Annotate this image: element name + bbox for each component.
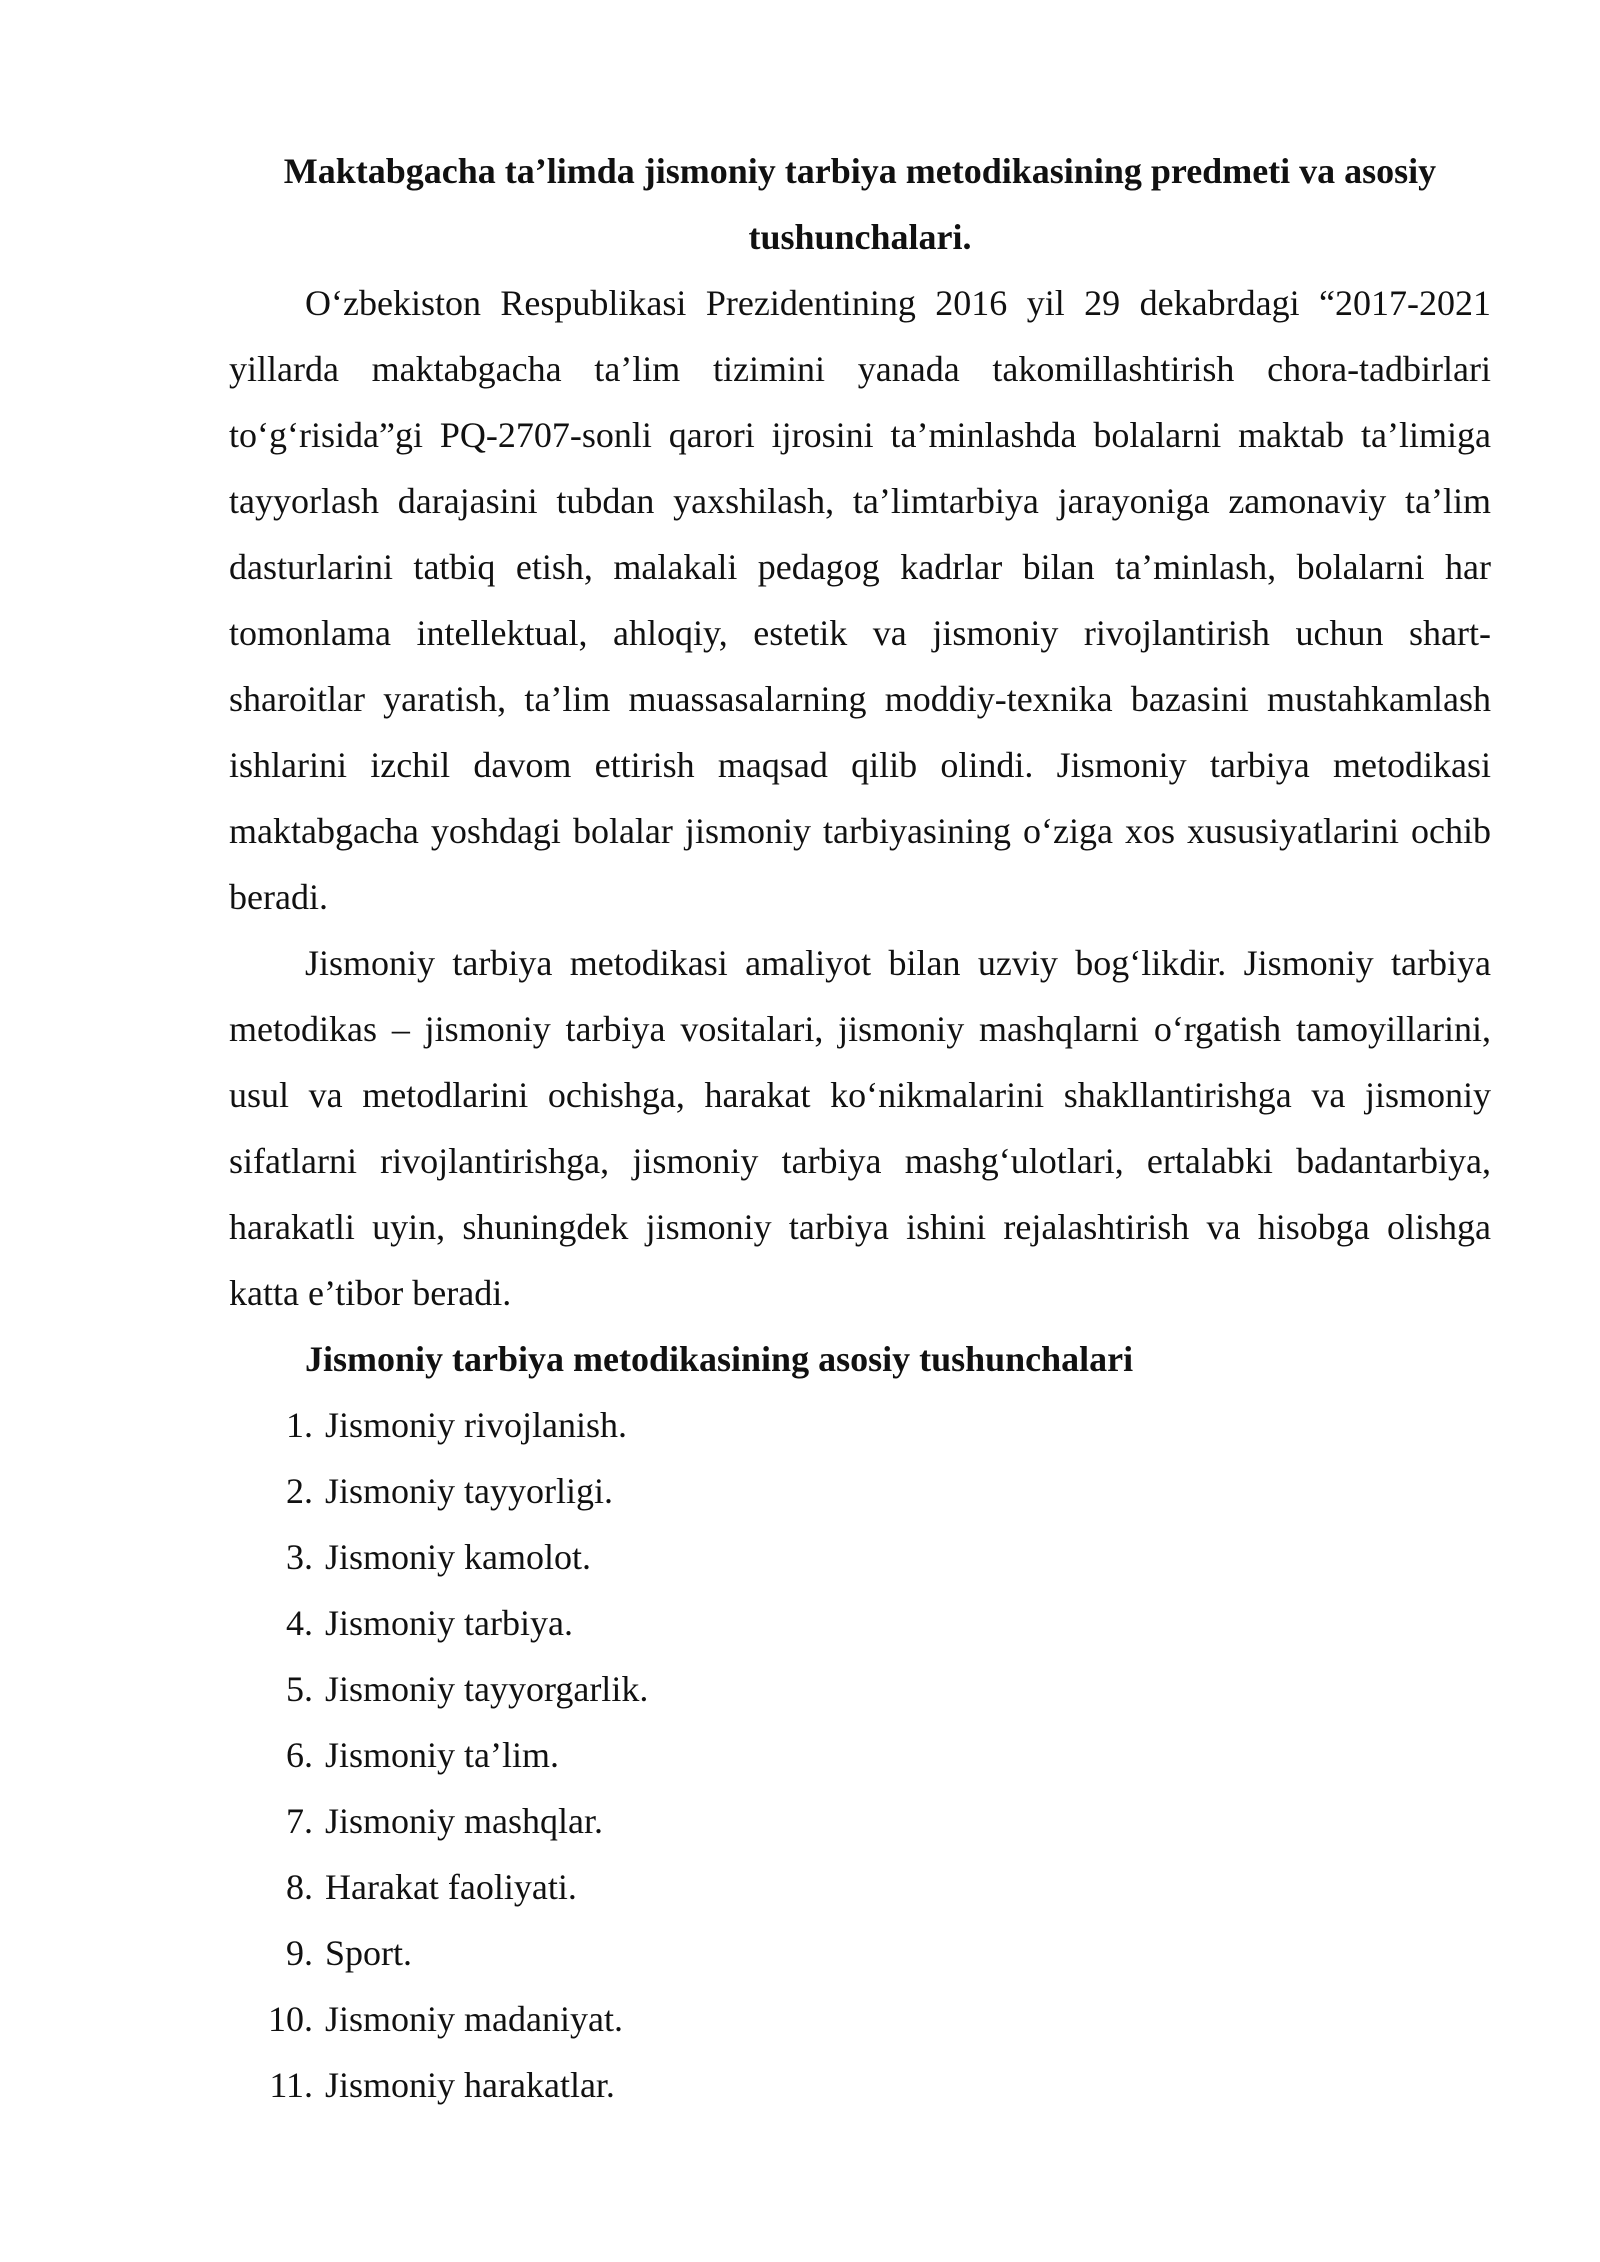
list-item [229, 1656, 1491, 1722]
list-item [229, 1920, 1491, 1986]
list-item-number: 1. [286, 1405, 313, 1445]
document-body [229, 138, 1491, 2118]
list-item-number: 9. [286, 1933, 313, 1973]
list-item [229, 1392, 1491, 1458]
list-item-text: Jismoniy harakatlar. [325, 2065, 615, 2105]
list-item-number: 11. [269, 2065, 313, 2105]
list-item-number: 7. [286, 1801, 313, 1841]
list-item-number: 3. [286, 1537, 313, 1577]
list-item-text: Harakat faoliyati. [325, 1867, 577, 1907]
list-item-number: 4. [286, 1603, 313, 1643]
list-item [229, 1788, 1491, 1854]
list-item [229, 1590, 1491, 1656]
list-item [229, 1458, 1491, 1524]
list-item-text: Jismoniy tayyorgarlik. [325, 1669, 649, 1709]
list-item-number: 2. [286, 1471, 313, 1511]
list-item-text: Jismoniy mashqlar. [325, 1801, 603, 1841]
list-item-text: Jismoniy tarbiya. [325, 1603, 573, 1643]
list-item [229, 1986, 1491, 2052]
list-item-number: 8. [286, 1867, 313, 1907]
list-item-number: 10. [268, 1999, 313, 2039]
concepts-heading: Jismoniy tarbiya metodikasining asosiy tushunchalari [305, 1339, 1134, 1379]
paragraph-intro: O‘zbekiston Respublikasi Prezidentining 2016 yil 29 dekabrdagi “2017-2021 yillarda maktabgacha ta’lim tizimini yanada takomillashtirish chora-tadbirlari to‘g‘risida”gi PQ-2707-sonli qarori ijrosini ta’minlashda bolalarni maktab ta’limiga tayyorlash darajasini tubdan yaxshilash, ta’limtarbiya jarayoniga zamonaviy ta’lim dasturlarini tatbiq etish, malakali pedagog kadrlar bilan ta’minlash, bolalarni har tomonlama intellektual, ahloqiy, estetik va jismoniy rivojlantirish uchun shart-sharoitlar yaratish, ta’lim muassasalarning moddiy-texnika bazasini mustahkamlash ishlarini izchil davom ettirish maqsad qilib olindi. Jismoniy tarbiya metodikasi maktabgacha yoshdagi bolalar jismoniy tarbiyasining o‘ziga xos xususiyatlarini ochib beradi. [229, 283, 1491, 917]
list-item-text: Jismoniy rivojlanish. [325, 1405, 628, 1445]
list-item-text: Sport. [325, 1933, 413, 1973]
list-item-number: 6. [286, 1735, 313, 1775]
paragraph-methodology: Jismoniy tarbiya metodikasi amaliyot bilan uzviy bog‘likdir. Jismoniy tarbiya metodikas – jismoniy tarbiya vositalari, jismoniy mashqlarni o‘rgatish tamoyillarini, usul va metodlarini ochishga, harakat ko‘nikmalarini shakllantirishga va jismoniy sifatlarni rivojlantirishga, jismoniy tarbiya mashg‘ulotlari, ertalabki badantarbiya, harakatli uyin, shuningdek jismoniy tarbiya ishini rejalashtirish va hisobga olishga katta e’tibor beradi. [229, 943, 1491, 1313]
document-title: Maktabgacha ta’limda jismoniy tarbiya metodikasining predmeti va asosiy tushunchalari. [283, 151, 1437, 257]
concept-list [229, 1392, 1491, 2118]
list-item [229, 1722, 1491, 1788]
list-item [229, 1524, 1491, 1590]
list-item [229, 1854, 1491, 1920]
list-item-text: Jismoniy ta’lim. [325, 1735, 559, 1775]
list-item [229, 2052, 1491, 2118]
list-item-number: 5. [286, 1669, 313, 1709]
list-item-text: Jismoniy tayyorligi. [325, 1471, 613, 1511]
list-item-text: Jismoniy madaniyat. [325, 1999, 623, 2039]
list-item-text: Jismoniy kamolot. [325, 1537, 592, 1577]
